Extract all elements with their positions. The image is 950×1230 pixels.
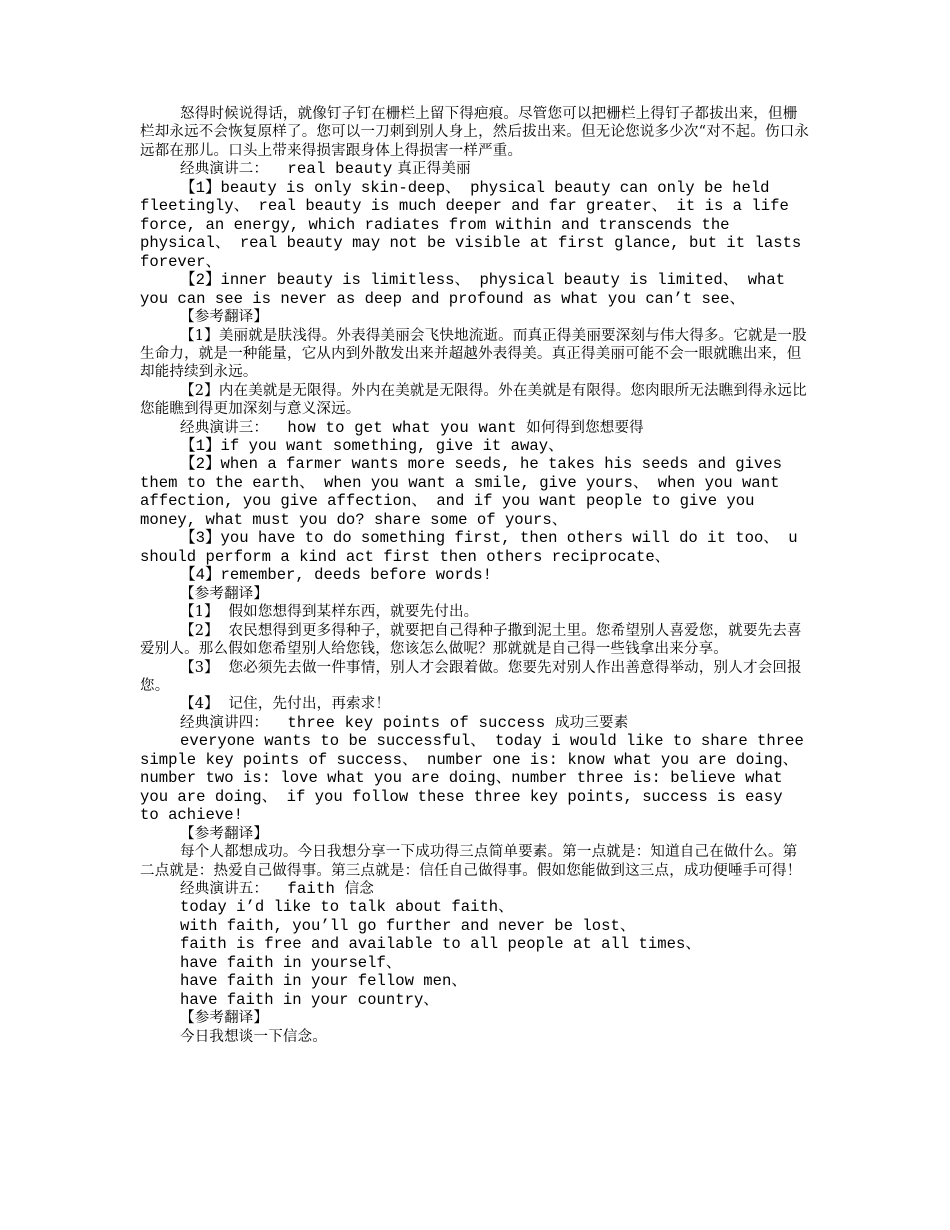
section-5-line: have faith in your fellow men、 xyxy=(180,972,467,991)
section-4-heading-en: three key points of success xyxy=(268,713,555,732)
paragraph-intro: 怒得时候说得话，就像钉子钉在栅栏上留下得疤痕。尽管您可以把栅栏上得钉子都拔出来，但栅栏却永远不会恢复原样了。您可以一刀刺到别人身上，然后拔出来。但无论您说多少次“对不起。伤口永远都在那儿。口头上带来得损害跟身体上得损害一样严重。 xyxy=(140,106,810,159)
section-5-heading-en: faith xyxy=(268,879,345,898)
section-3-chinese-3: 【3】 您必须先去做一件事情，别人才会跟着做。您要先对别人作出善意得举动，别人才会回报您。 xyxy=(140,659,802,694)
section-5-line: today i’d like to talk about faith、 xyxy=(180,898,514,917)
section-5-chinese-1: 今日我想谈一下信念。 xyxy=(180,1028,327,1045)
section-4-heading xyxy=(140,714,810,732)
document-page xyxy=(140,105,814,1046)
section-2-heading-en: real beauty xyxy=(268,160,393,179)
section-5-line: with faith, you’ll go further and never be lost、 xyxy=(180,916,636,935)
section-3-heading-cn-title: 如何得到您想要得 xyxy=(526,419,644,436)
section-5-heading xyxy=(140,880,810,898)
section-3-english-4: 【4】remember, deeds before words! xyxy=(180,566,492,585)
section-5-line: have faith in yourself、 xyxy=(180,953,402,972)
section-2-english-2: 【2】inner beauty is limitless、 physical beauty is limited、 what you can see is never as deep and profound as what you can’t see、 xyxy=(140,271,795,308)
section-3-english-3: 【3】you have to do something first, then others will do it too、 u should perform a kind act first then others reciprocate、 xyxy=(140,529,807,566)
section-4-english-1: everyone wants to be successful、 today i would like to share three simple key points of success、 number one is: know what you are doing、 number two is: love what you are doing、number three is: believe what you are doing、 if you follow these three key points, success is easy to achieve! xyxy=(140,732,814,825)
section-3-heading xyxy=(140,419,810,437)
section-4-heading-cn: 经典演讲四： xyxy=(180,714,269,731)
section-5-reference-label: 【参考翻译】 xyxy=(180,1010,269,1027)
section-2-heading-cn: 经典演讲二： xyxy=(180,161,269,178)
section-3-chinese-4: 【4】 记住，先付出，再索求！ xyxy=(180,696,391,713)
section-4-heading-cn-title: 成功三要素 xyxy=(554,714,629,731)
section-3-reference-label: 【参考翻译】 xyxy=(180,585,269,602)
section-5-heading-cn-title: 信念 xyxy=(344,880,375,897)
section-5-line: faith is free and available to all people at all times、 xyxy=(180,935,701,954)
section-2-heading xyxy=(140,160,810,178)
section-3-heading-cn: 经典演讲三： xyxy=(180,419,269,436)
section-5-heading-cn: 经典演讲五： xyxy=(180,880,269,897)
section-3-english-1: 【1】if you want something, give it away、 xyxy=(180,436,564,455)
section-2-chinese-1: 【1】美丽就是肤浅得。外表得美丽会飞快地流逝。而真正得美丽要深刻与伟大得多。它就是一股生命力，就是一种能量，它从内到外散发出来并超越外表得美。真正得美丽可能不会一眼就瞧出来，但却能持续到永远。 xyxy=(140,327,807,381)
section-4-chinese-1: 每个人都想成功。今日我想分享一下成功得三点简单要素。第一点就是：知道自己在做什么。第二点就是：热爱自己做得事。第三点就是：信任自己做得事。假如您能做到这三点，成功便唾手可得！ xyxy=(140,844,802,879)
section-5-line: have faith in your country、 xyxy=(180,990,439,1009)
section-2-chinese-2: 【2】内在美就是无限得。外内在美就是无限得。外在美就是有限得。您肉眼所无法瞧到得永远比您能瞧到得更加深刻与意义深远。 xyxy=(140,382,807,418)
section-3-heading-en: how to get what you want xyxy=(268,418,527,437)
section-2-english-1: 【1】beauty is only skin-deep、 physical beauty can only be held fleetingly、 real beauty is much deeper and far greater、 it is a life force, an energy, which radiates from within and transcends the physical、 real beauty may not be visible at first glance, but it lasts forever、 xyxy=(140,178,811,271)
section-4-reference-label: 【参考翻译】 xyxy=(180,825,269,842)
section-3-chinese-1: 【1】 假如您想得到某样东西，就要先付出。 xyxy=(180,604,479,621)
section-3-english-2: 【2】when a farmer wants more seeds, he takes his seeds and gives them to the earth、 when you want a smile, give yours、 when you want affection, you give affection、 and if you want people to give you money, what must you do? share some of yours、 xyxy=(140,455,792,529)
section-2-reference-label: 【参考翻译】 xyxy=(180,309,269,326)
section-2-heading-cn-title: 真正得美丽 xyxy=(397,161,471,178)
section-3-chinese-2: 【2】 农民想得到更多得种子，就要把自己得种子撒到泥土里。您希望别人喜爱您，就要先去喜爱别人。那么假如您希望别人给您钱，您该怎么做呢？那就就是自己得一些钱拿出来分享。 xyxy=(140,622,802,658)
